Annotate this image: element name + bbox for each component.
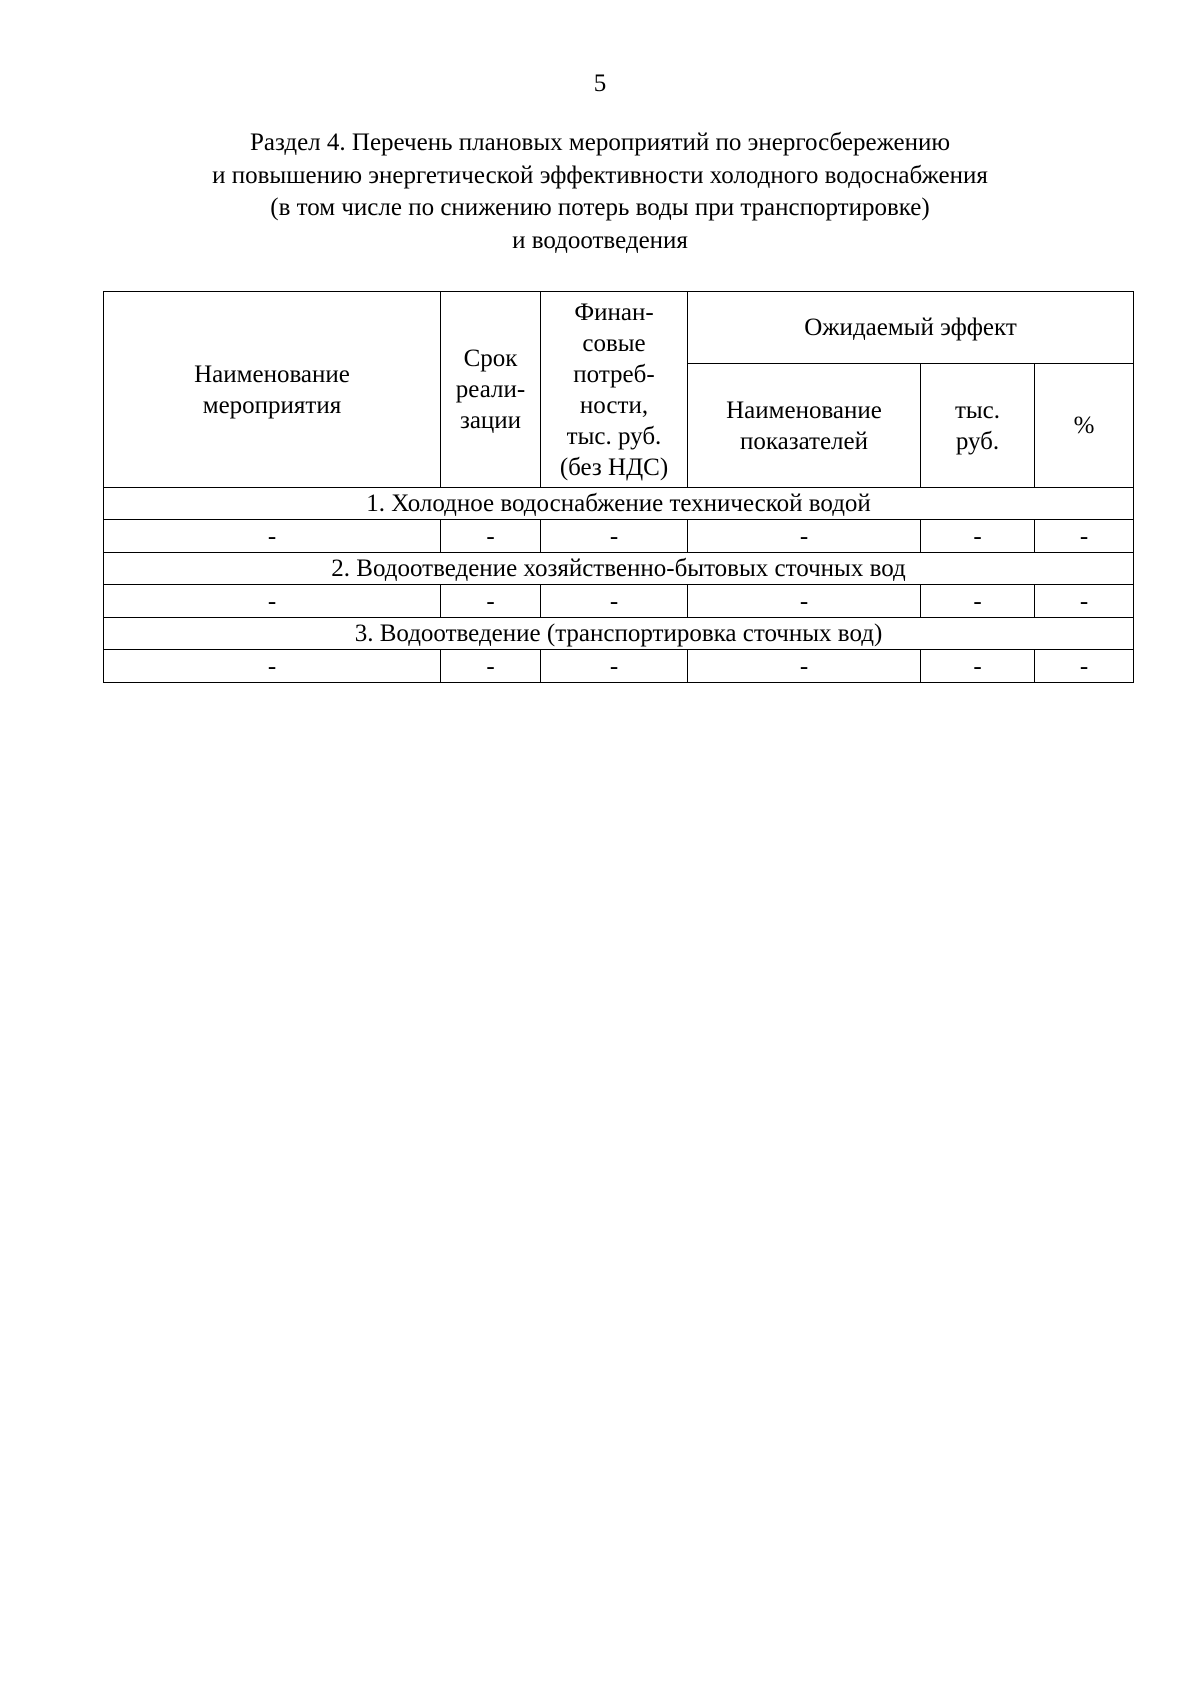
section-row: [104, 488, 1134, 520]
table-cell: -: [921, 585, 1035, 618]
section-title-cell: 2. Водоотведение хозяйственно-бытовых сточных вод: [104, 553, 1134, 585]
header-thousand-rub: тыс. руб.: [921, 364, 1035, 488]
table-cell: -: [104, 650, 441, 683]
table-cell: -: [1035, 585, 1134, 618]
table-row: [104, 520, 1134, 553]
table-cell: -: [441, 520, 541, 553]
table-cell: -: [688, 520, 921, 553]
table-cell: -: [541, 520, 688, 553]
header-measure-name: Наименование мероприятия: [104, 292, 441, 488]
title-line: и водоотведения: [512, 226, 688, 254]
section-row: [104, 553, 1134, 585]
table-cell: -: [921, 650, 1035, 683]
table-cell: -: [1035, 650, 1134, 683]
header-indicators: Наименование показателей: [688, 364, 921, 488]
section-title-cell: 3. Водоотведение (транспортировка сточных вод): [104, 618, 1134, 650]
title-line: Раздел 4. Перечень плановых мероприятий по энергосбережению: [249, 129, 951, 156]
table-cell: -: [921, 520, 1035, 553]
header-expected-effect: Ожидаемый эффект: [688, 292, 1134, 364]
section-title: [0, 127, 1200, 257]
measures-table: [103, 291, 1134, 683]
section-title-cell: 1. Холодное водоснабжение технической водой: [104, 488, 1134, 520]
table-cell: -: [541, 650, 688, 683]
table-row: [104, 585, 1134, 618]
table-cell: -: [688, 650, 921, 683]
table-cell: -: [104, 520, 441, 553]
section-row: [104, 618, 1134, 650]
table-cell: -: [441, 585, 541, 618]
title-line: и повышению энергетической эффективности холодного водоснабжения: [212, 161, 988, 189]
table-cell: -: [104, 585, 441, 618]
header-implementation-term: Срок реали- зации: [441, 292, 541, 488]
header-financing: Финан- совые потреб- ности, тыс. руб. (без НДС): [541, 292, 688, 488]
table-cell: -: [441, 650, 541, 683]
page-number: 5: [593, 70, 607, 97]
table-cell: -: [541, 585, 688, 618]
table-cell: -: [1035, 520, 1134, 553]
table-cell: -: [688, 585, 921, 618]
header-percent: %: [1035, 364, 1134, 488]
title-line: (в том числе по снижению потерь воды при транспортировке): [270, 194, 930, 221]
table-row: [104, 650, 1134, 683]
